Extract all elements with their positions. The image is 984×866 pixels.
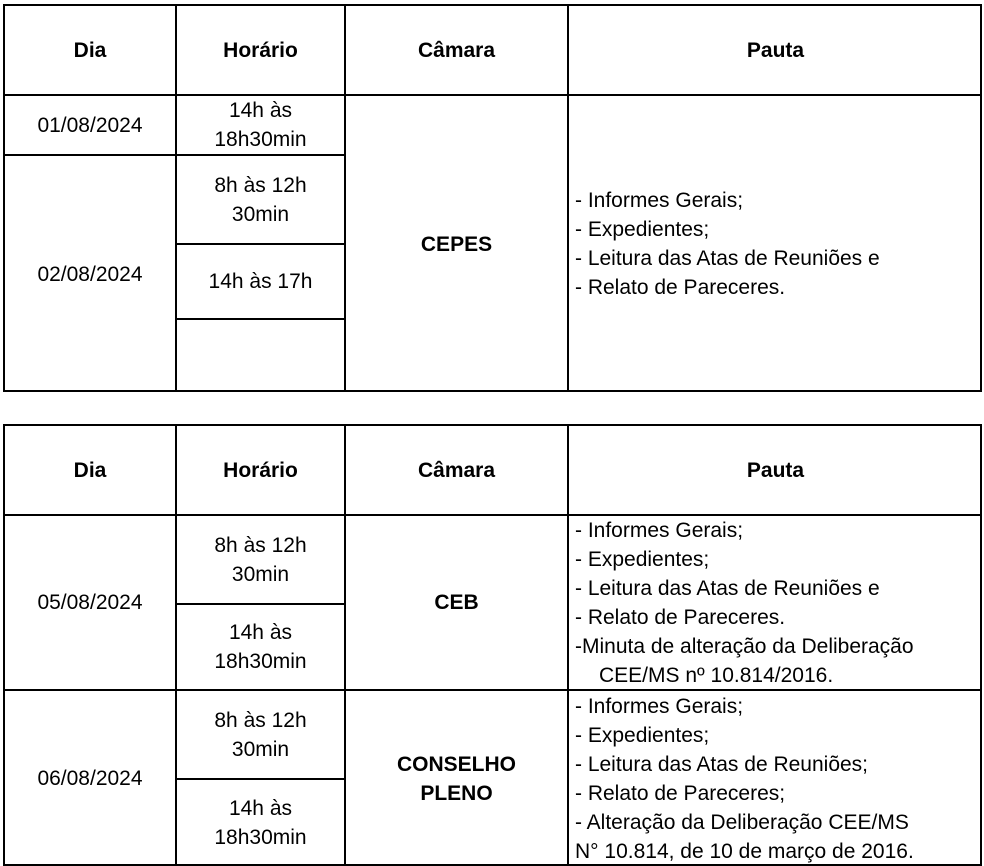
horario-line: 8h às 12h (214, 533, 307, 557)
header-pauta-text: Pauta (746, 38, 805, 62)
pauta-item: - Leitura das Atas de Reuniões; (575, 752, 869, 776)
horario-line: 30min (231, 202, 290, 226)
header-horario-text: Horário (223, 458, 298, 482)
pauta-item: - Expedientes; (575, 547, 710, 571)
cell-camara (344, 514, 567, 689)
horario-line: 18h30min (214, 128, 307, 151)
cell-pauta (567, 689, 982, 866)
header-dia-text: Dia (73, 458, 107, 482)
pauta-item: - Relato de Pareceres. (575, 276, 786, 299)
header-camara (344, 424, 567, 514)
cell-camara (344, 689, 567, 866)
pauta-item: - Alteração da Deliberação CEE/MS (575, 810, 909, 834)
cell-dia (3, 689, 175, 866)
header-horario (175, 424, 344, 514)
dia-text: 01/08/2024 (37, 113, 143, 137)
header-horario (175, 4, 344, 94)
horario-text: 14h às 17h (208, 270, 313, 293)
pauta-item: - Expedientes; (575, 723, 710, 747)
header-horario-text: Horário (223, 38, 298, 62)
dia-text: 02/08/2024 (37, 262, 143, 286)
dia-text: 06/08/2024 (37, 767, 143, 790)
horario-line: 14h às (228, 99, 293, 122)
horario-line: 30min (231, 737, 290, 761)
cell-horario (175, 603, 344, 689)
header-camara-text: Câmara (417, 38, 496, 62)
horario-line: 8h às 12h (214, 708, 307, 732)
horario-line: 14h às (228, 797, 293, 820)
horario-line: 14h às (228, 621, 293, 644)
pauta-item: N° 10.814, de 10 de março de 2016. (575, 839, 914, 863)
cell-horario (175, 689, 344, 778)
cell-pauta (567, 94, 982, 392)
header-pauta (567, 424, 982, 514)
cell-dia (3, 154, 175, 392)
camara-line: PLENO (420, 781, 493, 805)
pauta-item: - Informes Gerais; (575, 518, 744, 542)
cell-dia (3, 514, 175, 689)
horario-line: 30min (231, 562, 290, 586)
cell-camara (344, 94, 567, 392)
header-dia (3, 424, 175, 514)
pauta-item: - Relato de Pareceres; (575, 781, 786, 805)
pauta-item: - Expedientes; (575, 218, 710, 241)
cell-dia (3, 94, 175, 154)
cell-horario (175, 94, 344, 154)
header-camara-text: Câmara (417, 458, 496, 482)
cell-pauta (567, 514, 982, 689)
camara-text: CEPES (420, 232, 493, 256)
horario-line: 18h30min (214, 650, 307, 673)
header-pauta (567, 4, 982, 94)
horario-line: 18h30min (214, 826, 307, 849)
header-dia (3, 4, 175, 94)
cell-horario (175, 778, 344, 866)
cell-horario (175, 243, 344, 318)
cell-horario-empty (175, 318, 344, 392)
camara-text: CEB (434, 591, 479, 614)
pauta-item: - Leitura das Atas de Reuniões e (575, 576, 880, 600)
pauta-item: - Relato de Pareceres. (575, 605, 786, 629)
pauta-item: - Informes Gerais; (575, 189, 744, 212)
header-camara (344, 4, 567, 94)
pauta-item: - Informes Gerais; (575, 694, 744, 718)
header-dia-text: Dia (73, 38, 107, 62)
camara-line: CONSELHO (396, 752, 516, 776)
cell-horario (175, 514, 344, 603)
pauta-item: CEE/MS nº 10.814/2016. (599, 663, 834, 687)
cell-horario (175, 154, 344, 243)
pauta-item: -Minuta de alteração da Deliberação (575, 634, 914, 658)
pauta-item: - Leitura das Atas de Reuniões e (575, 247, 880, 270)
header-pauta-text: Pauta (746, 458, 805, 482)
horario-line: 8h às 12h (214, 173, 307, 197)
dia-text: 05/08/2024 (37, 591, 143, 614)
